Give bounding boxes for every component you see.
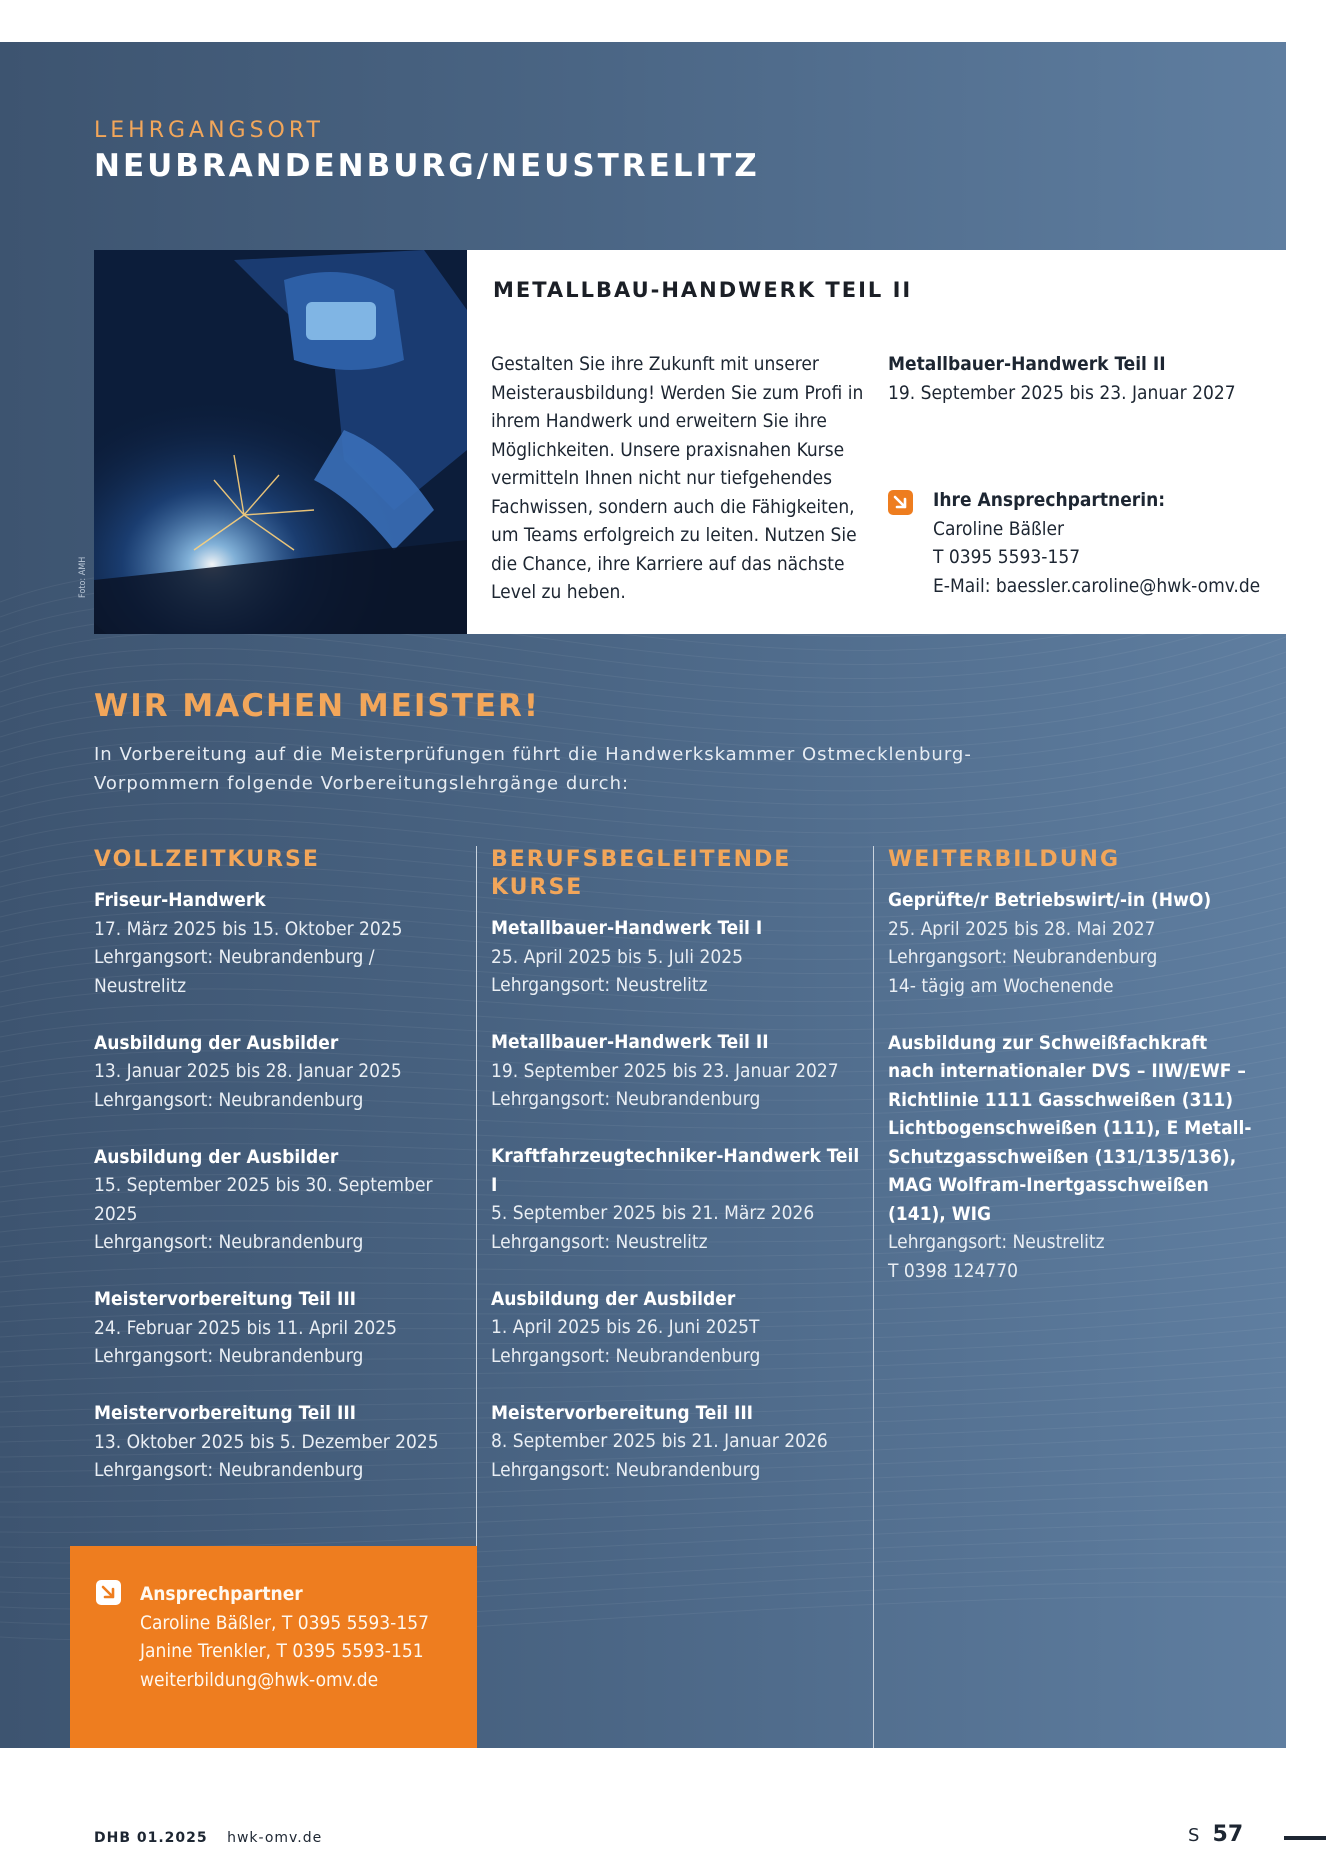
featured-course-title: METALLBAU-HANDWERK TEIL II [493, 278, 913, 302]
page-number [1188, 1822, 1243, 1847]
location-title: NEUBRANDENBURG/NEUSTRELITZ [94, 148, 760, 184]
course-detail: Lehrgangsort: Neubrandenburg [94, 1345, 364, 1367]
column-weiterbildung [888, 846, 1258, 1314]
footer-site-link[interactable]: hwk-omv.de [227, 1830, 323, 1846]
course-title: Metallbauer-Handwerk Teil II [491, 1031, 769, 1053]
contact-phone: T 0395 5593-157 [933, 546, 1081, 568]
course-detail: Lehrgangsort: Neustrelitz [491, 1230, 708, 1253]
course-detail: Lehrgangsort: Neubrandenburg [94, 1231, 364, 1253]
course-detail: 1. April 2025 bis 26. Juni 2025T [491, 1316, 760, 1338]
featured-course-box [467, 250, 1286, 634]
course-title: Meistervorbereitung Teil III [491, 1401, 754, 1424]
contact-name: Caroline Bäßler [933, 517, 1065, 540]
course-title: Geprüfte/r Betriebswirt/-in (HwO) [888, 889, 1212, 911]
course-entry [888, 1029, 1258, 1286]
course-title: Ausbildung der Ausbilder [94, 1031, 339, 1054]
course-title: Ausbildung zur Schweißfachkraft nach internationaler DVS – IIW/EWF – Richtlinie 1111 Gasschweißen (311) Lichtbogenschweißen (111), E Metall-Schutzgasschweißen (131/135/136), MAG Wolfram-Inertgasschweißen (141), WIG [888, 1031, 1252, 1225]
course-entry [888, 886, 1258, 1000]
course-detail: 5. September 2025 bis 21. März 2026 [491, 1202, 815, 1224]
column-divider [873, 846, 874, 1748]
course-entry [94, 1285, 464, 1371]
course-detail: 14- tägig am Wochenende [888, 974, 1114, 997]
featured-course-name: Metallbauer-Handwerk Teil II [888, 353, 1166, 375]
course-detail: Lehrgangsort: Neubrandenburg [491, 1458, 761, 1481]
course-title: Friseur-Handwerk [94, 889, 266, 911]
course-detail: Lehrgangsort: Neubrandenburg [888, 946, 1158, 968]
course-entry [94, 1399, 464, 1485]
course-detail: Lehrgangsort: Neubrandenburg [94, 1088, 364, 1111]
course-list [491, 914, 861, 1484]
arrow-icon [888, 490, 913, 515]
course-entry [94, 1143, 464, 1257]
course-title: Ausbildung der Ausbilder [491, 1287, 736, 1310]
page-prefix: S [1188, 1825, 1200, 1846]
course-detail: 25. April 2025 bis 5. Juli 2025 [491, 945, 743, 968]
course-title: Kraftfahrzeugtechniker-Handwerk Teil I [491, 1145, 860, 1196]
issue-label: DHB 01.2025 [94, 1830, 208, 1846]
section-intro: In Vorbereitung auf die Meisterprüfungen führt die Handwerkskammer Ostmecklenburg-Vorpommern folgende Vorbereitungslehrgänge durch: [94, 744, 972, 794]
course-detail: 17. März 2025 bis 15. Oktober 2025 [94, 917, 403, 940]
course-list [94, 886, 464, 1485]
contact-box-line: Caroline Bäßler, T 0395 5593-157 [140, 1611, 429, 1634]
course-entry [94, 886, 464, 1000]
course-title: Meistervorbereitung Teil III [94, 1402, 357, 1424]
course-detail: 13. Oktober 2025 bis 5. Dezember 2025 [94, 1430, 439, 1453]
course-entry [491, 1142, 861, 1256]
contact-box [70, 1546, 477, 1748]
featured-course-dates [888, 350, 1273, 407]
featured-contact [888, 486, 1278, 600]
course-detail: Lehrgangsort: Neubrandenburg [491, 1088, 761, 1110]
contact-box-heading: Ansprechpartner [140, 1583, 303, 1605]
welding-photo [94, 250, 467, 634]
section-headline: WIR MACHEN MEISTER! [94, 688, 541, 724]
course-detail: 19. September 2025 bis 23. Januar 2027 [491, 1059, 839, 1082]
course-title: Metallbauer-Handwerk Teil I [491, 917, 763, 939]
contact-box-email[interactable]: weiterbildung@hwk-omv.de [140, 1668, 379, 1691]
course-detail: Lehrgangsort: Neustrelitz [491, 974, 708, 996]
course-detail: 13. Januar 2025 bis 28. Januar 2025 [94, 1060, 402, 1082]
featured-course-intro: Gestalten Sie ihre Zukunft mit unserer Meisterausbildung! Werden Sie zum Profi in ihrem Handwerk und erweitern Sie ihre Möglichkeiten. Unsere praxisnahen Kurse vermitteln Ihnen nicht nur tiefgehendes Fachwissen, sondern auch die Fähigkeiten, um Teams erfolgreich zu leiten. Nutzen Sie die Chance, ihre Karriere auf das nächste Level zu heben. [491, 353, 864, 603]
page-number-value: 57 [1212, 1822, 1244, 1847]
course-entry [491, 1285, 861, 1371]
footer-rule [1284, 1836, 1326, 1840]
contact-email[interactable]: E-Mail: baessler.caroline@hwk-omv.de [933, 574, 1261, 597]
course-detail: 25. April 2025 bis 28. Mai 2027 [888, 917, 1156, 940]
column-vollzeitkurse [94, 846, 464, 1513]
featured-course-period: 19. September 2025 bis 23. Januar 2027 [888, 381, 1236, 404]
course-detail: Lehrgangsort: Neustrelitz [888, 1231, 1105, 1253]
course-list [888, 886, 1258, 1285]
column-heading: WEITERBILDUNG [888, 847, 1121, 872]
arrow-icon [96, 1580, 121, 1605]
course-detail: Lehrgangsort: Neubrandenburg [491, 1344, 761, 1367]
column-heading: BERUFSBEGLEITENDE KURSE [491, 847, 792, 900]
course-detail: Lehrgangsort: Neubrandenburg [94, 1459, 364, 1481]
course-detail: 24. Februar 2025 bis 11. April 2025 [94, 1316, 397, 1339]
course-entry [491, 1399, 861, 1485]
course-entry [491, 914, 861, 1000]
course-detail: Lehrgangsort: Neubrandenburg / Neustrelitz [94, 946, 375, 997]
course-detail: 15. September 2025 bis 30. September 2025 [94, 1174, 433, 1225]
course-entry [491, 1028, 861, 1114]
eyebrow-label: LEHRGANGSORT [94, 118, 324, 143]
course-title: Ausbildung der Ausbilder [94, 1145, 339, 1168]
course-detail: 8. September 2025 bis 21. Januar 2026 [491, 1430, 828, 1452]
course-detail: T 0398 124770 [888, 1259, 1019, 1282]
contact-box-line: Janine Trenkler, T 0395 5593-151 [140, 1640, 424, 1662]
welder-illustration [94, 250, 467, 634]
course-entry [94, 1029, 464, 1115]
photo-credit: Foto: AMH [78, 556, 88, 598]
contact-heading: Ihre Ansprechpartnerin: [933, 489, 1166, 511]
column-heading: VOLLZEITKURSE [94, 847, 320, 872]
footer-left [94, 1830, 322, 1846]
course-title: Meistervorbereitung Teil III [94, 1288, 357, 1310]
column-berufsbegleitende-kurse [491, 846, 861, 1513]
